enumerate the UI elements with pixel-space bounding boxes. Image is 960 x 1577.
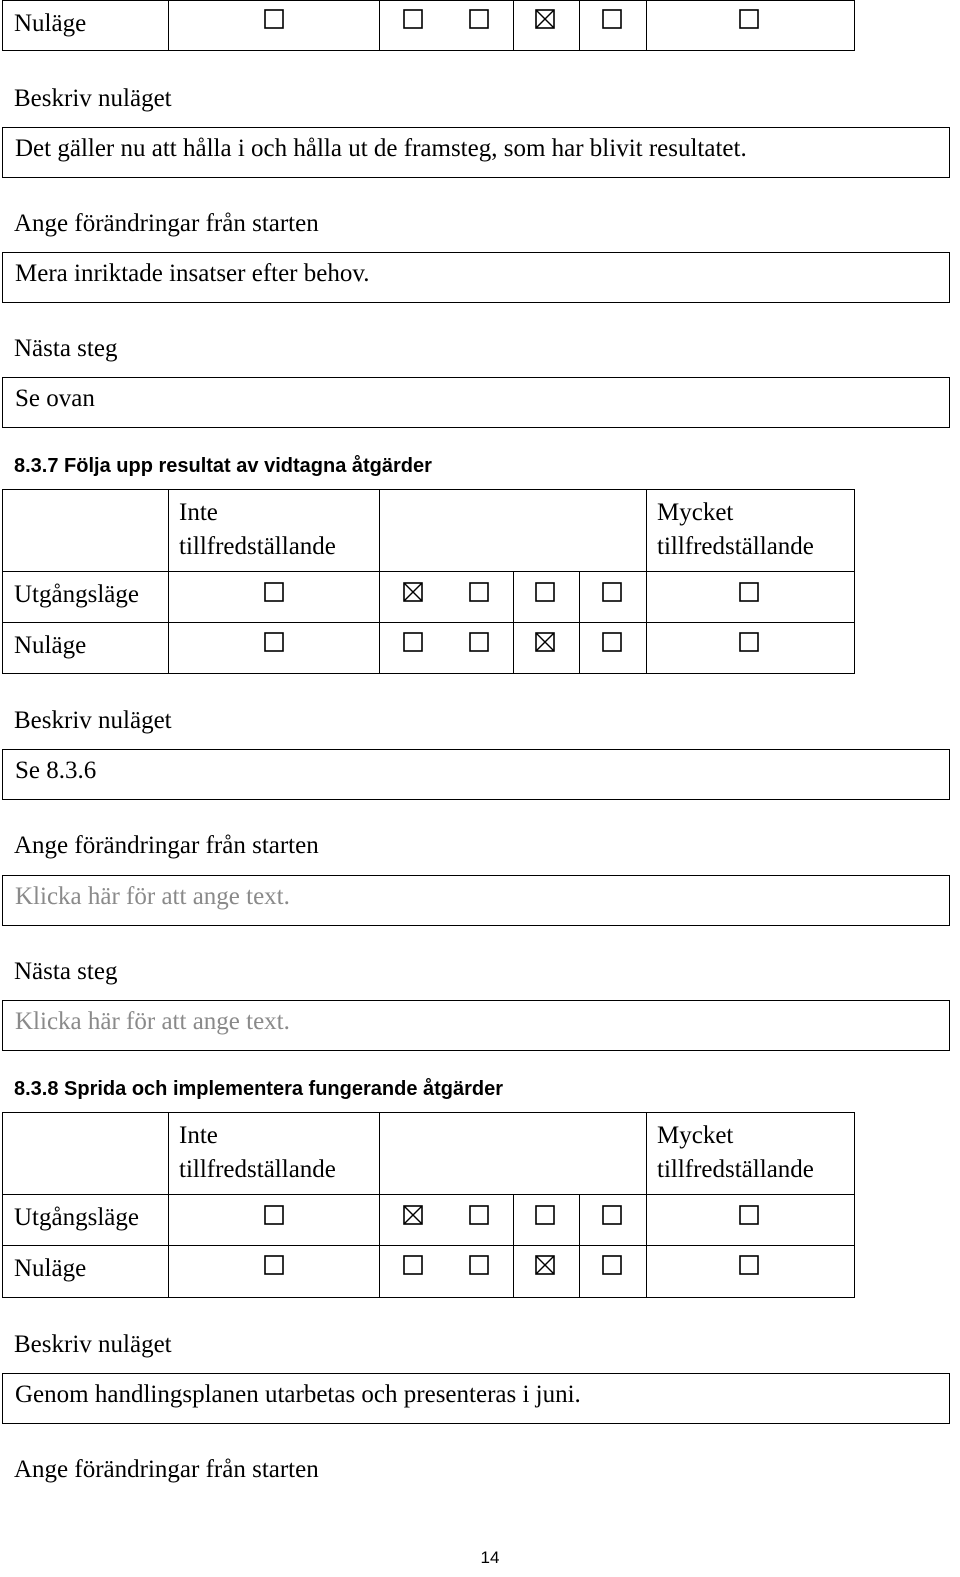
checkbox[interactable] [264, 9, 284, 29]
header-cell-high [646, 1112, 855, 1195]
scale-low-label: Inte [179, 1122, 218, 1149]
describe-label: Beskriv nuläget [14, 85, 172, 112]
checkbox[interactable] [264, 632, 284, 652]
rating-cell [379, 1245, 514, 1298]
checked-box-icon [535, 9, 555, 29]
empty-box-icon [403, 632, 423, 652]
changes-label: Ange förändringar från starten [14, 210, 319, 237]
describe-field[interactable] [2, 749, 950, 800]
empty-box-icon [469, 582, 489, 602]
checkbox[interactable] [602, 632, 622, 652]
checkbox[interactable] [739, 582, 759, 602]
next-step-label: Nästa steg [14, 335, 118, 362]
empty-box-icon [264, 582, 284, 602]
empty-box-icon [469, 632, 489, 652]
empty-box-icon [602, 1255, 622, 1275]
next-step-label: Nästa steg [14, 958, 118, 985]
header-cell-low [168, 489, 380, 572]
checkbox[interactable] [739, 632, 759, 652]
page-number: 14 [480, 1548, 500, 1567]
rating-table-838 [2, 1112, 855, 1298]
rating-cell [379, 571, 514, 623]
checkbox[interactable] [264, 1255, 284, 1275]
changes-value: Mera inriktade insatser efter behov. [15, 260, 370, 287]
empty-box-icon [535, 1205, 555, 1225]
checked-box-icon [535, 1255, 555, 1275]
checked-box-icon [535, 632, 555, 652]
describe-field[interactable] [2, 1373, 950, 1424]
describe-field[interactable] [2, 127, 950, 178]
describe-value: Det gäller nu att hålla i och hålla ut de framsteg, som har blivit resultatet. [15, 135, 747, 162]
checked-checkbox[interactable] [535, 632, 555, 652]
describe-value: Se 8.3.6 [15, 757, 97, 784]
checkbox[interactable] [469, 1205, 489, 1225]
checked-checkbox[interactable] [535, 9, 555, 29]
header-cell [2, 1112, 169, 1195]
scale-low-label: Inte [179, 499, 218, 526]
rating-table-top [2, 0, 855, 51]
checkbox[interactable] [469, 9, 489, 29]
checkbox[interactable] [602, 9, 622, 29]
next-step-placeholder: Klicka här för att ange text. [15, 1008, 290, 1035]
changes-field[interactable] [2, 252, 950, 303]
rating-cell [379, 0, 514, 51]
rating-cell [379, 622, 514, 674]
empty-box-icon [535, 582, 555, 602]
empty-box-icon [739, 632, 759, 652]
checkbox[interactable] [264, 1205, 284, 1225]
checkbox[interactable] [469, 582, 489, 602]
checkbox[interactable] [602, 1255, 622, 1275]
empty-box-icon [469, 1255, 489, 1275]
empty-box-icon [602, 1205, 622, 1225]
changes-label: Ange förändringar från starten [14, 1456, 319, 1483]
empty-box-icon [469, 1205, 489, 1225]
empty-box-icon [403, 1255, 423, 1275]
empty-box-icon [264, 1205, 284, 1225]
checkbox[interactable] [403, 1255, 423, 1275]
scale-high-label-2: tillfredställande [657, 533, 814, 560]
header-cell-low [168, 1112, 380, 1195]
changes-placeholder: Klicka här för att ange text. [15, 883, 290, 910]
section-heading: 8.3.7 Följa upp resultat av vidtagna åtgärder [14, 455, 432, 477]
empty-box-icon [403, 9, 423, 29]
checkbox[interactable] [739, 9, 759, 29]
checked-checkbox[interactable] [403, 1205, 423, 1225]
header-cell-high [646, 489, 855, 572]
empty-box-icon [602, 9, 622, 29]
next-step-field[interactable] [2, 1000, 950, 1051]
scale-low-label-2: tillfredställande [179, 533, 336, 560]
current-row-label: Nuläge [14, 1255, 87, 1282]
scale-low-label-2: tillfredställande [179, 1156, 336, 1183]
checkbox[interactable] [469, 1255, 489, 1275]
empty-box-icon [739, 1255, 759, 1275]
checkbox[interactable] [602, 582, 622, 602]
checked-checkbox[interactable] [535, 1255, 555, 1275]
empty-box-icon [602, 582, 622, 602]
empty-box-icon [264, 9, 284, 29]
scale-high-label: Mycket [657, 499, 734, 526]
section-heading: 8.3.8 Sprida och implementera fungerande åtgärder [14, 1078, 504, 1100]
scale-high-label: Mycket [657, 1122, 734, 1149]
empty-box-icon [469, 9, 489, 29]
baseline-row-label: Utgångsläge [14, 581, 139, 608]
changes-label: Ange förändringar från starten [14, 832, 319, 859]
rating-table-837 [2, 489, 855, 674]
next-step-field[interactable] [2, 377, 950, 428]
empty-box-icon [739, 9, 759, 29]
describe-label: Beskriv nuläget [14, 1331, 172, 1358]
checkbox[interactable] [739, 1255, 759, 1275]
scale-high-label-2: tillfredställande [657, 1156, 814, 1183]
checkbox[interactable] [739, 1205, 759, 1225]
checkbox[interactable] [535, 582, 555, 602]
rating-cell [379, 1194, 514, 1246]
empty-box-icon [602, 632, 622, 652]
checkbox[interactable] [403, 9, 423, 29]
header-cell [379, 1112, 647, 1195]
checkbox[interactable] [469, 632, 489, 652]
empty-box-icon [264, 632, 284, 652]
checked-box-icon [403, 1205, 423, 1225]
checkbox[interactable] [602, 1205, 622, 1225]
current-row-label: Nuläge [14, 10, 87, 37]
baseline-row-label: Utgångsläge [14, 1204, 139, 1231]
header-cell [2, 489, 169, 572]
changes-field[interactable] [2, 875, 950, 926]
checkbox[interactable] [264, 582, 284, 602]
checkbox[interactable] [535, 1205, 555, 1225]
checkbox[interactable] [403, 632, 423, 652]
header-cell [379, 489, 647, 572]
empty-box-icon [739, 582, 759, 602]
empty-box-icon [264, 1255, 284, 1275]
checked-box-icon [403, 582, 423, 602]
empty-box-icon [739, 1205, 759, 1225]
checked-checkbox[interactable] [403, 582, 423, 602]
next-step-value: Se ovan [15, 385, 95, 412]
current-row-label: Nuläge [14, 632, 87, 659]
describe-value: Genom handlingsplanen utarbetas och presenteras i juni. [15, 1381, 581, 1408]
describe-label: Beskriv nuläget [14, 707, 172, 734]
